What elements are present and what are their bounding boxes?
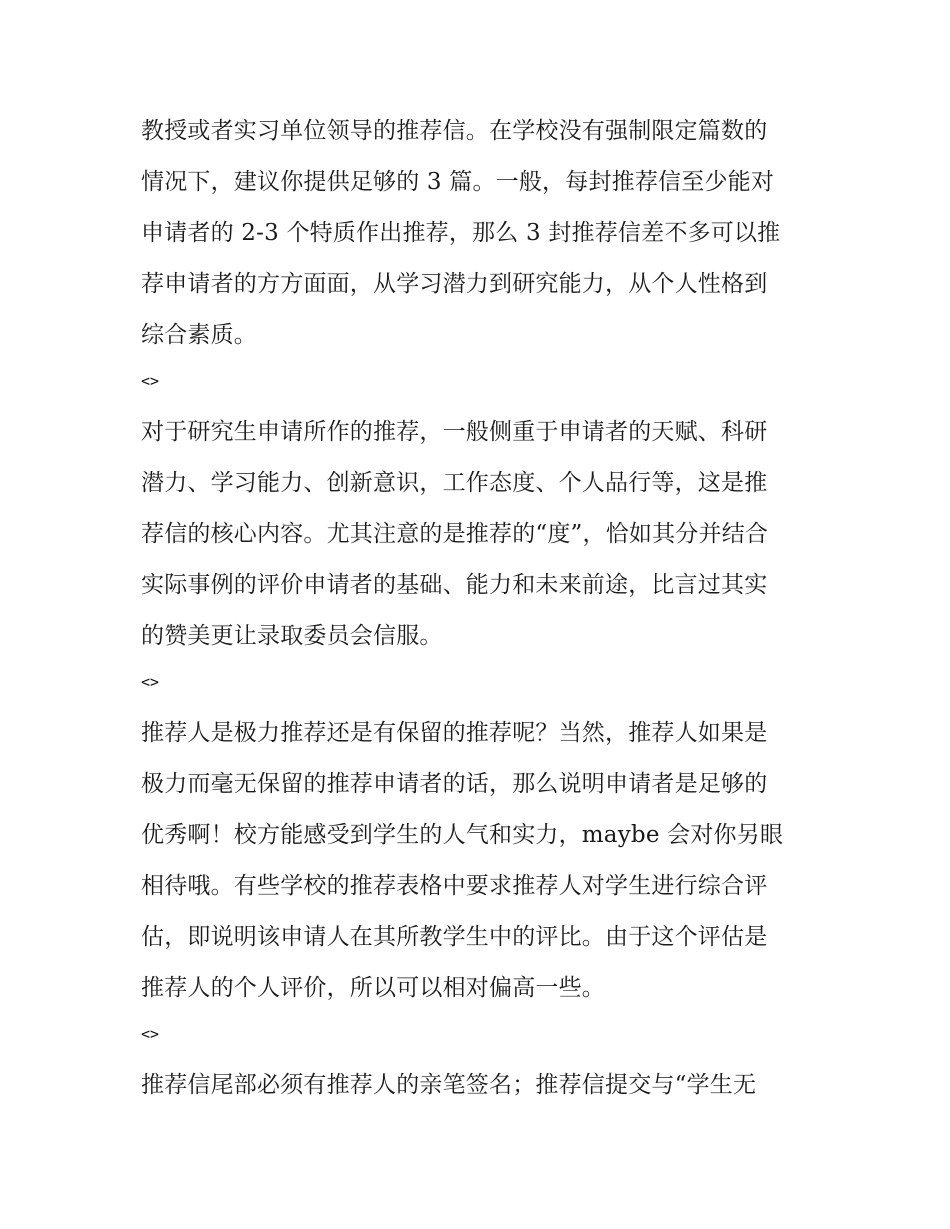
- text-line: 申请者的 2-3 个特质作出推荐，那么 3 封推荐信差不多可以推: [141, 220, 781, 246]
- text-line: 相待哦。有些学校的推荐表格中要求推荐人对学生进行综合评: [141, 873, 768, 899]
- paragraph-separator: <>: [141, 1025, 160, 1043]
- text-line: 推荐信尾部必须有推荐人的亲笔签名；推荐信提交与“学生无: [141, 1072, 757, 1098]
- paragraph-separator: <>: [141, 372, 160, 390]
- text-line: 优秀啊！校方能感受到学生的人气和实力，maybe 会对你另眼: [141, 822, 784, 848]
- text-line: 对于研究生申请所作的推荐，一般侧重于申请者的天赋、科研: [141, 419, 768, 445]
- text-line: 荐信的核心内容。尤其注意的是推荐的“度”，恰如其分并结合: [141, 521, 769, 547]
- text-line: 教授或者实习单位领导的推荐信。在学校没有强制限定篇数的: [141, 118, 768, 144]
- text-line: 潜力、学习能力、创新意识，工作态度、个人品行等，这是推: [141, 470, 768, 496]
- text-line: 估，即说明该申请人在其所教学生中的评比。由于这个评估是: [141, 924, 768, 950]
- paragraph-4: [141, 1060, 813, 1111]
- text-line: 荐申请者的方方面面，从学习潜力到研究能力，从个人性格到: [141, 271, 768, 297]
- text-line: 综合素质。: [141, 322, 257, 348]
- paragraph-3: [141, 708, 813, 1014]
- paragraph-separator: <>: [141, 673, 160, 691]
- document-page: [141, 106, 813, 1111]
- paragraph-1: [141, 106, 813, 361]
- text-line: 推荐人的个人评价，所以可以相对偏高一些。: [141, 975, 605, 1001]
- text-line: 实际事例的评价申请者的基础、能力和未来前途，比言过其实: [141, 572, 768, 598]
- text-line: 的赞美更让录取委员会信服。: [141, 623, 443, 649]
- text-line: 情况下，建议你提供足够的 3 篇。一般，每封推荐信至少能对: [141, 169, 775, 195]
- paragraph-2: [141, 407, 813, 662]
- text-line: 推荐人是极力推荐还是有保留的推荐呢？当然，推荐人如果是: [141, 720, 768, 746]
- text-line: 极力而毫无保留的推荐申请者的话，那么说明申请者是足够的: [141, 771, 768, 797]
